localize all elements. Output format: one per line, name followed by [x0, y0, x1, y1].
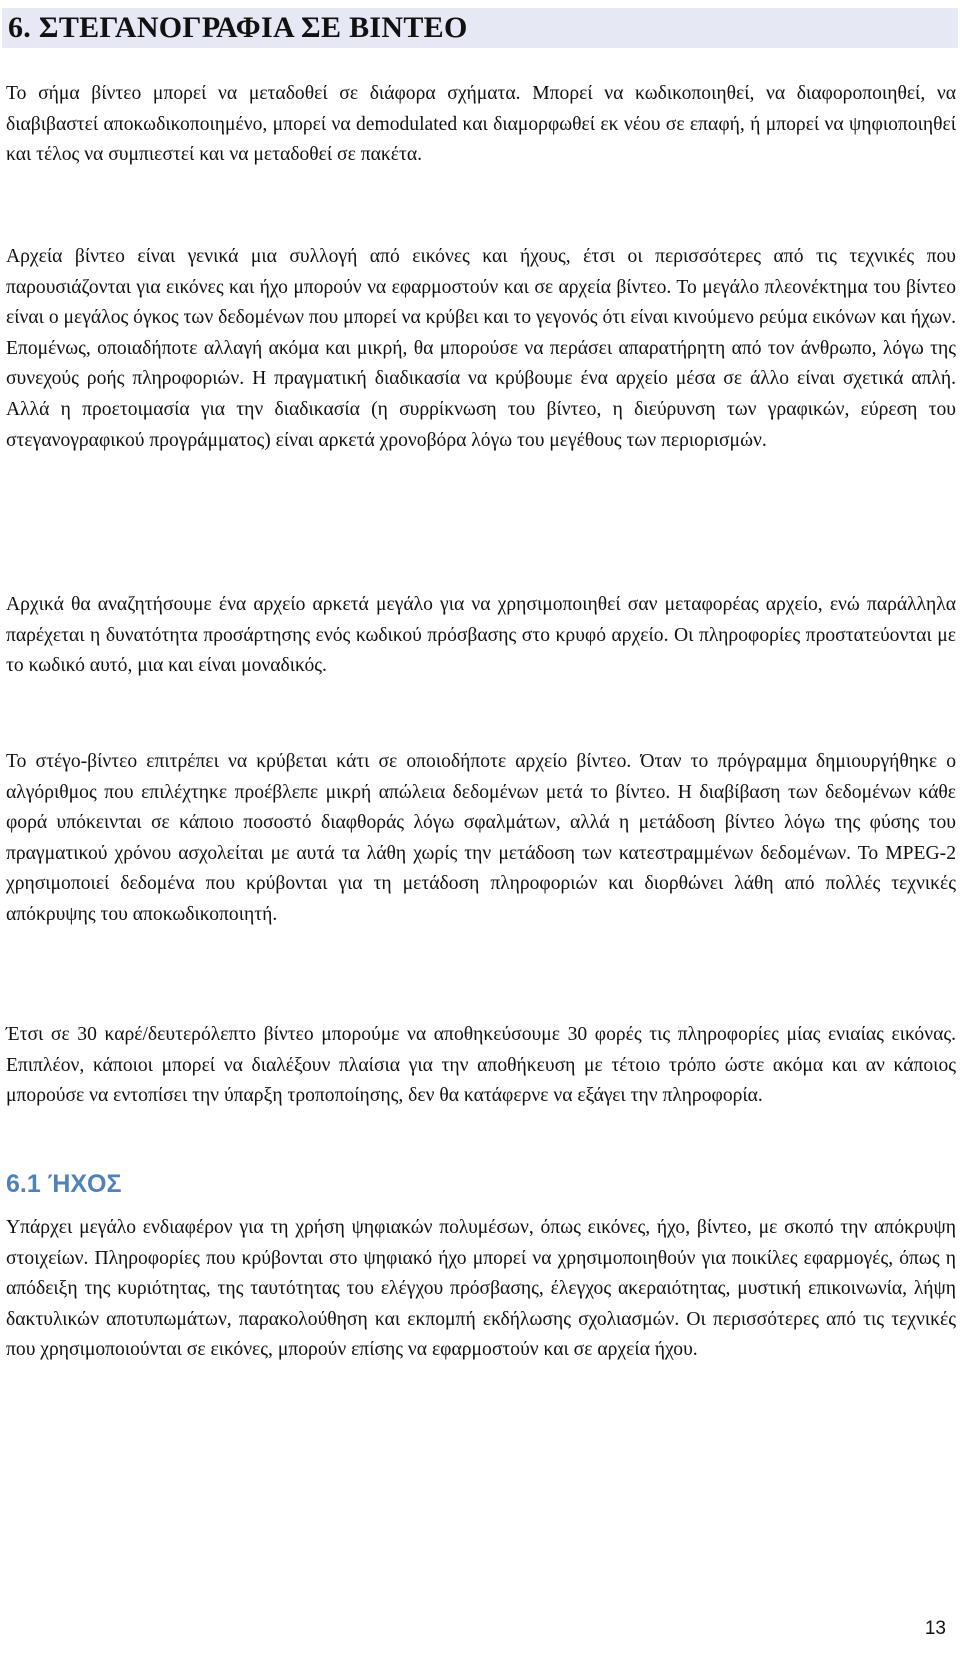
paragraph-stego-video: Το στέγο-βίντεο επιτρέπει να κρύβεται κάτι σε οποιοδήποτε αρχείο βίντεο. Όταν το πρόγραμμα δημιουργήθηκε ο αλγόριθμος που επιλέχτηκε προέβλεπε μικρή απώλεια δεδομένων μετά το βίντεο. Η διαβίβαση των δεδομένων κάθε φορά υπόκεινται σε κάποιο ποσοστό διαφθοράς λόγω σφαλμάτων, αλλά η μετάδοση βίντεο λόγω της φύσης του πραγματικού χρόνου ασχολείται με αυτά τα λάθη χωρίς την μετάδοση των κατεστραμμένων δεδομένων. Το MPEG-2 χρησιμοποιεί δεδομένα που κρύβονται για τη μετάδοση πληροφοριών και διορθώνει λάθη από πολλές τεχνικές απόκρυψης του αποκωδικοποιητή. [6, 751, 956, 925]
chapter-title: 6. ΣΤΕΓΑΝΟΓΡΑΦΙΑ ΣΕ ΒΙΝΤΕΟ [2, 8, 958, 48]
paragraph-carrier-file: Αρχικά θα αναζητήσουμε ένα αρχείο αρκετά μεγάλο για να χρησιμοποιηθεί σαν μεταφορέας αρχείο, ενώ παράλληλα παρέχεται η δυνατότητα προσάρτησης ενός κωδικού πρόσβασης στο κρυφό αρχείο. Οι πληροφορίες προστατεύονται με το κωδικό αυτό, μια και είναι μοναδικός. [6, 594, 956, 677]
section-title-audio: 6.1 ΉΧΟΣ [6, 1170, 122, 1198]
paragraph-video-signal: Το σήμα βίντεο μπορεί να μεταδοθεί σε διάφορα σχήματα. Μπορεί να κωδικοποιηθεί, να διαφοροποιηθεί, να διαβιβαστεί αποκωδικοποιημένο, μπορεί να demodulated και διαμορφωθεί εκ νέου σε επαφή, ή μπορεί να ψηφιοποιηθεί και τέλος να συμπιεστεί και να μεταδοθεί σε πακέτα. [6, 83, 956, 166]
paragraph-frames: Έτσι σε 30 καρέ/δευτερόλεπτο βίντεο μπορούμε να αποθηκεύσουμε 30 φορές τις πληροφορίες μίας ενιαίας εικόνας. Επιπλέον, κάποιοι μπορεί να διαλέξουν πλαίσια για την αποθήκευση με τέτοιο τρόπο ώστε ακόμα και αν κάποιος μπορούσε να εντοπίσει την ύπαρξη τροποποίησης, δεν θα κατάφερνε να εξάγει την πληροφορία. [6, 1024, 956, 1107]
page-number: 13 [924, 1618, 946, 1639]
paragraph-audio: Υπάρχει μεγάλο ενδιαφέρον για τη χρήση ψηφιακών πολυμέσων, όπως εικόνες, ήχο, βίντεο, με σκοπό την απόκρυψη στοιχείων. Πληροφορίες που κρύβονται στο ψηφιακό ήχο μπορεί να χρησιμοποιηθούν για ποικίλες εφαρμογές, όπως η απόδειξη της κυριότητας, της ταυτότητας του ελέγχου πρόσβασης, έλεγχος ακεραιότητας, μυστική επικοινωνία, λήψη δακτυλικών αποτυπωμάτων, παρακολούθηση και εκπομπή εκδήλωσης σχολιασμών. Οι περισσότερες από τις τεχνικές που χρησιμοποιούνται σε εικόνες, μπορούν επίσης να εφαρμοστούν και σε αρχεία ήχου. [6, 1217, 956, 1361]
paragraph-video-files: Αρχεία βίντεο είναι γενικά μια συλλογή από εικόνες και ήχους, έτσι οι περισσότερες από τις τεχνικές που παρουσιάζονται για εικόνες και ήχο μπορούν να εφαρμοστούν και σε αρχεία βίντεο. Το μεγάλο πλεονέκτημα του βίντεο είναι ο μεγάλος όγκος των δεδομένων που μπορεί να κρύβει και το γεγονός ότι είναι κινούμενο ρεύμα εικόνων και ήχων. Επομένως, οποιαδήποτε αλλαγή ακόμα και μικρή, θα μπορούσε να περάσει απαρατήρητη από τον άνθρωπο, λόγω της συνεχούς ροής πληροφοριών. Η πραγματική διαδικασία να κρύβουμε ένα αρχείο μέσα σε άλλο είναι σχετικά απλή. Αλλά η προετοιμασία για την διαδικασία (η συρρίκνωση του βίντεο, η διεύρυνση των γραφικών, εύρεση του στεγανογραφικού προγράμματος) είναι αρκετά χρονοβόρα λόγω του μεγέθους των περιορισμών. [6, 246, 956, 451]
